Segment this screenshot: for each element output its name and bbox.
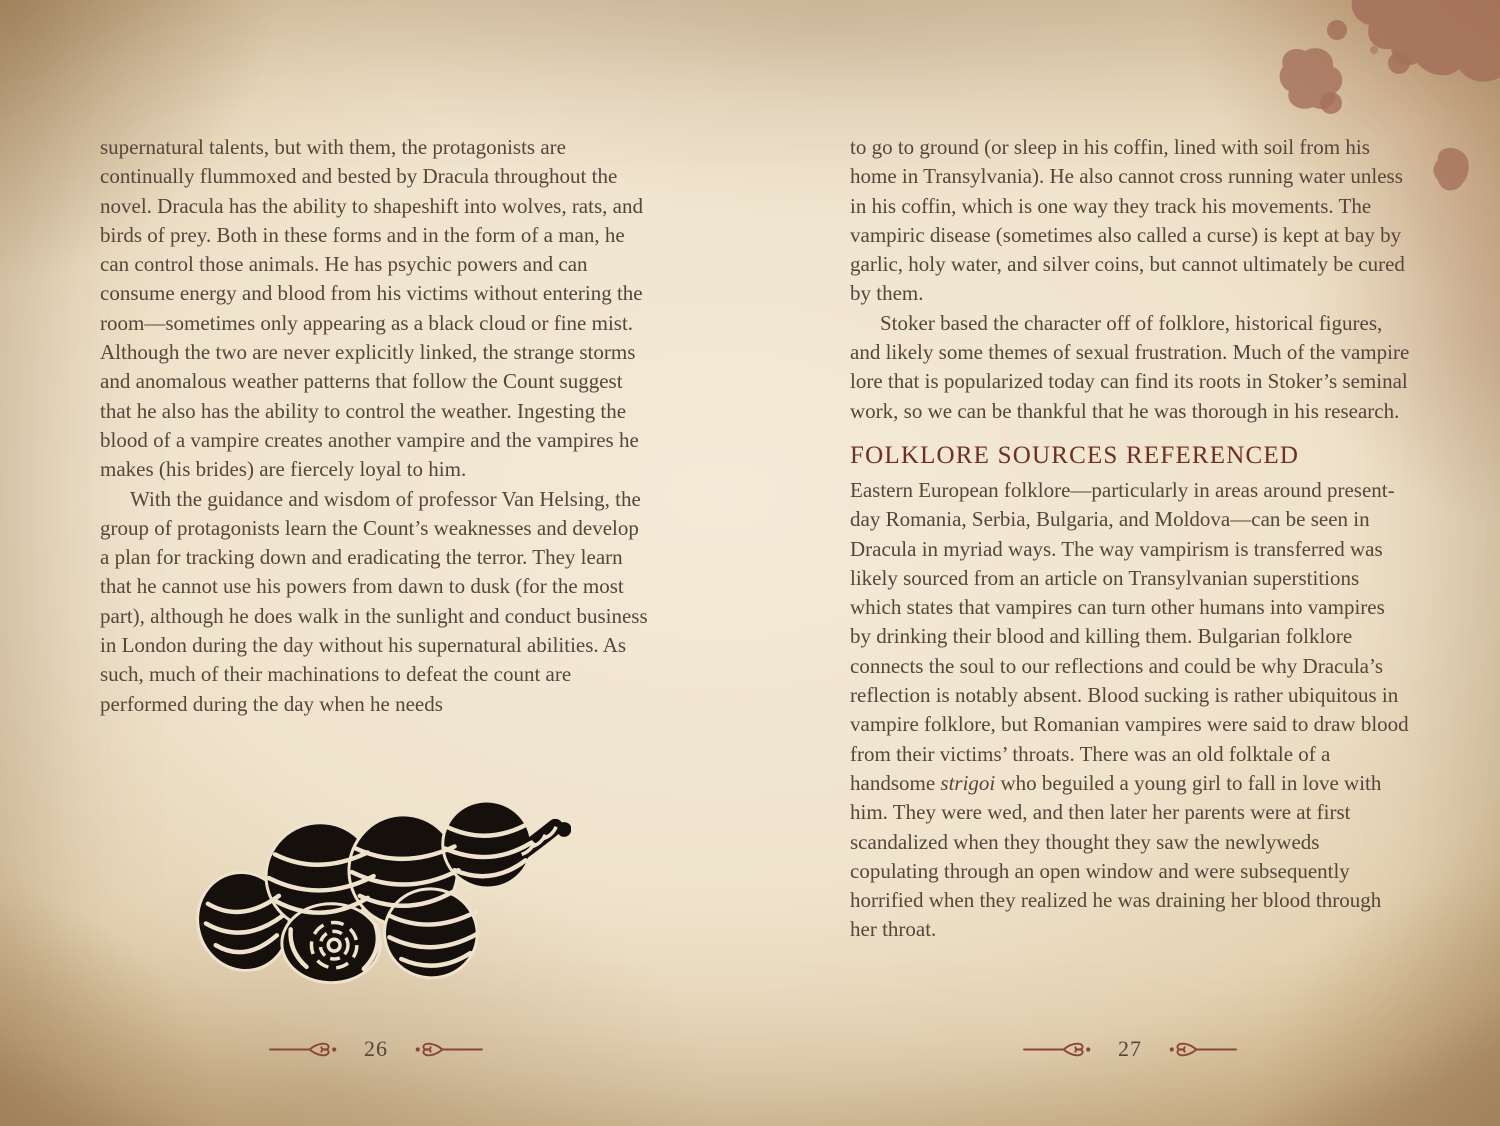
- garlic-illustration: [196, 784, 571, 984]
- page-left: [100, 133, 652, 719]
- paragraph: Stoker based the character off of folklore, historical figures, and likely some themes of sexual frustration. Much of the vampire lore that is popularized today can find its roots in Stoker’s seminal work, so we can be thankful that he was thorough in his research.: [850, 310, 1410, 423]
- page-right: [850, 133, 1410, 945]
- flourish-icon: [412, 1041, 484, 1058]
- italic-term: strigoi: [940, 770, 996, 795]
- page-number-left: 26: [364, 1036, 388, 1061]
- page-footer-left: [100, 1034, 652, 1064]
- paragraph: [850, 476, 1410, 945]
- flourish-icon: [268, 1041, 340, 1058]
- paragraph-text: who beguiled a young girl to fall in love with him. They were wed, and then later her parents were at first scandalized when they thought they saw the newlyweds copulating through an open window and were subsequently horrified when they realized he was draining her blood through her throat.: [850, 770, 1382, 942]
- paragraph: supernatural talents, but with them, the protagonists are continually flummoxed and bested by Dracula throughout the novel. Dracula has the ability to shapeshift into wolves, rats, and birds of prey. Both in these forms and in the form of a man, he can control those animals. He has psychic powers and can consume energy and blood from his victims without entering the room—sometimes only appearing as a black cloud or fine mist. Although the two are never explicitly linked, the strange storms and anomalous weather patterns that follow the Count suggest that he also has the ability to control the weather. Ingesting the blood of a vampire creates another vampire and the vampires he makes (his brides) are fiercely loyal to him.: [100, 135, 643, 482]
- paragraph: With the guidance and wisdom of professor Van Helsing, the group of protagonists learn the Count’s weaknesses and develop a plan for tracking down and eradicating the terror. They learn that he cannot use his powers from dawn to dusk (for the most part), although he does walk in the sunlight and conduct business in London during the day without his supernatural abilities. As such, much of their machinations to defeat the count are performed during the day when he needs: [100, 486, 648, 716]
- flourish-icon: [1022, 1041, 1094, 1058]
- flourish-icon: [1166, 1041, 1238, 1058]
- section-heading: FOLKLORE SOURCES REFERENCED: [850, 441, 1300, 469]
- page-number-right: 27: [1118, 1036, 1142, 1061]
- paragraph: to go to ground (or sleep in his coffin, lined with soil from his home in Transylvania). He also cannot cross running water unless in his coffin, which is one way they track his movements. The vampiric disease (sometimes also called a curse) is kept at bay by garlic, holy water, and silver coins, but cannot ultimately be cured by them.: [850, 135, 1405, 306]
- page-footer-right: [850, 1034, 1410, 1064]
- paragraph-text: Eastern European folklore—particularly in areas around present-day Romania, Serbia, Bulgaria, and Moldova—can be seen in Dracula in myriad ways. The way vampirism is transferred was likely sourced from an article on Transylvanian superstitions which states that vampires can turn other humans into vampires by drinking their blood and killing them. Bulgarian folklore connects the soul to our reflections and could be why Dracula’s reflection is notably absent. Blood sucking is rather ubiquitous in vampire folklore, but Romanian vampires were said to draw blood from their victims’ throats. There was an old folktale of a handsome: [850, 477, 1409, 795]
